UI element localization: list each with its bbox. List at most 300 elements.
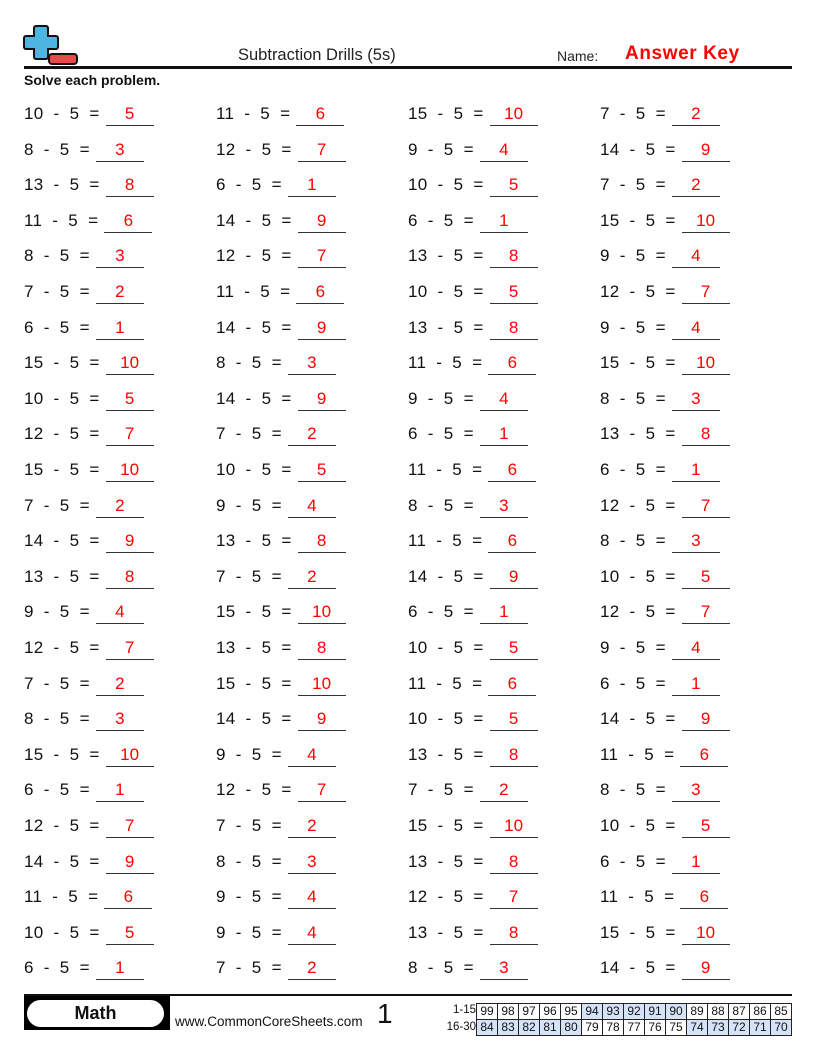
problem-item <box>600 488 730 524</box>
problem-equation: 15 - 5 = <box>600 922 676 942</box>
problem-item <box>408 523 536 559</box>
problem-item <box>600 132 730 168</box>
answer-blank[interactable] <box>682 808 730 838</box>
answer-blank[interactable] <box>672 772 720 802</box>
answer-blank[interactable] <box>106 844 154 874</box>
answer-value: 7 <box>700 495 711 515</box>
answer-blank[interactable] <box>682 950 730 980</box>
answer-blank[interactable] <box>490 167 538 197</box>
problem-item <box>408 96 538 132</box>
answer-blank[interactable] <box>480 950 528 980</box>
problem-row <box>0 808 816 844</box>
answer-value: 4 <box>307 495 317 515</box>
answer-value: 6 <box>699 887 710 907</box>
problem-row <box>0 167 816 203</box>
problem-item <box>408 915 538 951</box>
answer-blank[interactable] <box>488 523 536 553</box>
problem-equation: 14 - 5 = <box>216 317 292 337</box>
problem-row <box>0 630 816 666</box>
answer-value: 6 <box>699 744 710 764</box>
answer-value: 9 <box>124 531 135 551</box>
answer-blank[interactable] <box>488 345 536 375</box>
answer-value: 7 <box>124 816 135 835</box>
answer-value: 5 <box>124 388 135 408</box>
answer-value: 3 <box>691 388 701 408</box>
answer-blank[interactable] <box>488 452 536 482</box>
answer-value: 3 <box>691 531 701 551</box>
problem-row <box>0 737 816 773</box>
answer-blank[interactable] <box>298 594 346 624</box>
answer-blank[interactable] <box>490 274 538 304</box>
problem-item <box>408 559 538 595</box>
answer-blank[interactable] <box>672 381 720 411</box>
problem-equation: 8 - 5 = <box>216 851 282 871</box>
instructions: Solve each problem. <box>24 72 161 88</box>
problem-equation: 11 - 5 = <box>24 887 99 907</box>
answer-value: 3 <box>115 709 125 729</box>
problem-item <box>600 915 730 951</box>
problem-row <box>0 844 816 880</box>
answer-blank[interactable] <box>682 345 730 375</box>
answer-blank[interactable] <box>288 559 336 589</box>
problem-item <box>600 844 720 880</box>
problem-item <box>24 701 144 737</box>
problem-equation: 15 - 5 = <box>24 460 100 479</box>
answer-blank[interactable] <box>298 310 346 340</box>
answer-blank[interactable] <box>106 915 154 945</box>
answer-blank[interactable] <box>672 310 720 340</box>
answer-value: 9 <box>508 566 519 586</box>
answer-value: 9 <box>124 851 135 871</box>
problem-row <box>0 345 816 381</box>
answer-blank[interactable] <box>106 167 154 197</box>
problem-item <box>408 132 528 168</box>
problem-item <box>216 345 336 381</box>
answer-blank[interactable] <box>106 630 154 660</box>
answer-value: 1 <box>115 317 125 337</box>
answer-blank[interactable] <box>680 879 728 909</box>
problem-equation: 6 - 5 = <box>408 210 474 230</box>
problem-row <box>0 238 816 274</box>
answer-blank[interactable] <box>298 238 346 268</box>
answer-blank[interactable] <box>298 132 346 162</box>
answer-blank[interactable] <box>490 96 538 126</box>
answer-value: 2 <box>691 175 701 195</box>
answer-blank[interactable] <box>96 950 144 980</box>
problem-equation: 15 - 5 = <box>600 353 676 373</box>
problem-equation: 12 - 5 = <box>408 887 484 907</box>
problem-item <box>408 808 538 844</box>
answer-blank[interactable] <box>296 96 344 126</box>
problem-item <box>408 844 538 880</box>
answer-value: 10 <box>504 816 524 835</box>
problem-item <box>216 416 336 452</box>
answer-blank[interactable] <box>672 452 720 482</box>
answer-blank[interactable] <box>96 274 144 304</box>
answer-value: 4 <box>499 388 509 408</box>
problem-item <box>24 737 154 773</box>
answer-value: 3 <box>115 246 125 266</box>
answer-value: 6 <box>315 104 326 123</box>
problem-item <box>600 381 720 417</box>
problem-equation: 13 - 5 = <box>408 851 484 871</box>
answer-blank[interactable] <box>288 808 336 838</box>
subject-badge <box>24 996 170 1030</box>
answer-blank[interactable] <box>298 701 346 731</box>
problem-equation: 6 - 5 = <box>216 175 282 195</box>
answer-blank[interactable] <box>288 167 336 197</box>
answer-value: 7 <box>700 282 711 301</box>
answer-value: 9 <box>700 958 711 978</box>
answer-blank[interactable] <box>298 381 346 411</box>
answer-blank[interactable] <box>96 488 144 518</box>
problem-item <box>408 594 528 630</box>
problem-row <box>0 701 816 737</box>
answer-blank[interactable] <box>288 488 336 518</box>
answer-value: 10 <box>120 744 140 764</box>
problem-equation: 10 - 5 = <box>24 922 100 942</box>
answer-value: 3 <box>691 780 701 800</box>
answer-value: 4 <box>499 139 509 159</box>
footer <box>24 995 792 1034</box>
problem-item <box>216 594 346 630</box>
answer-blank[interactable] <box>682 915 730 945</box>
answer-blank[interactable] <box>288 915 336 945</box>
problem-equation: 10 - 5 = <box>24 104 100 123</box>
answer-value: 10 <box>312 673 332 693</box>
answer-blank[interactable] <box>288 844 336 874</box>
problem-item <box>216 666 346 702</box>
answer-value: 8 <box>124 175 135 195</box>
problem-item <box>24 879 152 915</box>
problem-row <box>0 416 816 452</box>
score-cell: 77 <box>624 1020 645 1036</box>
problem-row <box>0 381 816 417</box>
answer-blank[interactable] <box>490 701 538 731</box>
problem-equation: 12 - 5 = <box>600 602 676 622</box>
plus-minus-logo-icon <box>23 24 79 66</box>
problem-item <box>216 132 346 168</box>
problem-equation: 7 - 5 = <box>408 780 474 800</box>
answer-blank[interactable] <box>480 594 528 624</box>
answer-blank[interactable] <box>106 381 154 411</box>
answer-value: 4 <box>691 638 701 657</box>
answer-value: 5 <box>700 816 711 835</box>
problem-equation: 9 - 5 = <box>600 246 666 266</box>
problem-equation: 10 - 5 = <box>408 175 484 195</box>
problem-item <box>216 452 346 488</box>
problem-row <box>0 132 816 168</box>
problem-equation: 6 - 5 = <box>600 673 666 693</box>
subject-label: Math <box>27 1000 164 1027</box>
problem-item <box>600 950 730 986</box>
answer-blank[interactable] <box>106 345 154 375</box>
problem-row <box>0 950 816 986</box>
answer-blank[interactable] <box>490 879 538 909</box>
answer-blank[interactable] <box>490 559 538 589</box>
answer-blank[interactable] <box>106 737 154 767</box>
answer-blank[interactable] <box>480 416 528 446</box>
problem-equation: 13 - 5 = <box>600 424 676 444</box>
problem-equation: 11 - 5 = <box>216 104 291 123</box>
problem-item <box>408 310 538 346</box>
problem-equation: 7 - 5 = <box>216 566 282 586</box>
answer-blank[interactable] <box>288 950 336 980</box>
answer-blank[interactable] <box>672 630 720 660</box>
score-cell: 93 <box>603 1004 624 1020</box>
score-cell: 98 <box>498 1004 519 1020</box>
problem-item <box>216 844 336 880</box>
answer-blank[interactable] <box>298 452 346 482</box>
problem-item <box>216 879 336 915</box>
answer-value: 1 <box>115 780 125 800</box>
answer-value: 6 <box>123 887 134 907</box>
problem-equation: 7 - 5 = <box>24 495 90 515</box>
problem-equation: 10 - 5 = <box>408 638 484 657</box>
answer-value: 5 <box>508 709 519 729</box>
header-divider <box>24 66 792 69</box>
answer-blank[interactable] <box>298 772 346 802</box>
score-cell: 87 <box>729 1004 750 1020</box>
answer-blank[interactable] <box>106 559 154 589</box>
score-row <box>477 1004 792 1020</box>
answer-blank[interactable] <box>682 594 730 624</box>
answer-blank[interactable] <box>490 310 538 340</box>
problem-item <box>24 416 154 452</box>
problem-item <box>216 630 346 666</box>
answer-blank[interactable] <box>480 488 528 518</box>
answer-blank[interactable] <box>288 345 336 375</box>
problem-equation: 12 - 5 = <box>600 495 676 515</box>
answer-value: 7 <box>124 638 135 657</box>
answer-blank[interactable] <box>680 737 728 767</box>
answer-value: 8 <box>508 851 519 871</box>
problem-equation: 7 - 5 = <box>600 175 666 195</box>
answer-blank[interactable] <box>490 915 538 945</box>
score-cell: 82 <box>519 1020 540 1036</box>
answer-blank[interactable] <box>672 96 720 126</box>
problem-item <box>408 452 536 488</box>
problem-equation: 8 - 5 = <box>24 139 90 159</box>
score-cell: 84 <box>477 1020 498 1036</box>
answer-value: 1 <box>499 424 509 444</box>
problem-item <box>216 950 336 986</box>
page-number: 1 <box>377 998 393 1029</box>
problem-equation: 9 - 5 = <box>216 922 282 942</box>
score-cell: 99 <box>477 1004 498 1020</box>
worksheet-title: Subtraction Drills (5s) <box>238 46 396 64</box>
problem-item <box>24 96 154 132</box>
answer-blank[interactable] <box>682 559 730 589</box>
problem-item <box>216 523 346 559</box>
answer-blank[interactable] <box>488 666 536 696</box>
answer-value: 9 <box>700 139 711 159</box>
answer-value: 2 <box>307 958 317 978</box>
problem-item <box>408 701 538 737</box>
problem-equation: 14 - 5 = <box>216 210 292 230</box>
answer-blank[interactable] <box>682 203 730 233</box>
problem-row <box>0 488 816 524</box>
score-cell: 74 <box>687 1020 708 1036</box>
problem-item <box>24 488 144 524</box>
problem-item <box>600 879 728 915</box>
score-row-label: 16-30 <box>446 1021 476 1033</box>
score-cell: 80 <box>561 1020 582 1036</box>
answer-blank[interactable] <box>298 523 346 553</box>
answer-value: 2 <box>307 816 317 835</box>
problem-item <box>24 915 154 951</box>
score-cell: 90 <box>666 1004 687 1020</box>
problem-equation: 15 - 5 = <box>216 673 292 693</box>
score-row-labels <box>416 1002 476 1036</box>
problem-item <box>216 772 346 808</box>
answer-blank[interactable] <box>288 737 336 767</box>
answer-blank[interactable] <box>490 630 538 660</box>
answer-blank[interactable] <box>96 238 144 268</box>
answer-value: 2 <box>307 424 317 444</box>
answer-value: 10 <box>696 210 716 230</box>
problem-equation: 7 - 5 = <box>600 104 666 123</box>
answer-value: 6 <box>507 673 518 693</box>
answer-blank[interactable] <box>672 666 720 696</box>
answer-value: 4 <box>307 887 317 907</box>
score-cell: 81 <box>540 1020 561 1036</box>
answer-value: 6 <box>507 460 518 479</box>
problem-equation: 6 - 5 = <box>600 460 666 479</box>
answer-blank[interactable] <box>296 274 344 304</box>
problem-equation: 14 - 5 = <box>408 566 484 586</box>
answer-value: 9 <box>316 210 327 230</box>
problem-equation: 13 - 5 = <box>408 744 484 764</box>
answer-blank[interactable] <box>106 808 154 838</box>
answer-blank[interactable] <box>104 879 152 909</box>
answer-blank[interactable] <box>480 132 528 162</box>
answer-blank[interactable] <box>96 666 144 696</box>
problem-item <box>24 452 154 488</box>
answer-blank[interactable] <box>288 416 336 446</box>
answer-blank[interactable] <box>96 772 144 802</box>
answer-blank[interactable] <box>106 416 154 446</box>
score-table <box>476 1003 792 1036</box>
problem-item <box>216 737 336 773</box>
problem-equation: 6 - 5 = <box>24 958 90 978</box>
answer-blank[interactable] <box>682 132 730 162</box>
problem-equation: 7 - 5 = <box>216 424 282 444</box>
answer-blank[interactable] <box>288 879 336 909</box>
problem-equation: 8 - 5 = <box>24 709 90 729</box>
answer-value: 1 <box>691 851 701 871</box>
answer-blank[interactable] <box>480 772 528 802</box>
answer-value: 3 <box>307 851 317 871</box>
answer-blank[interactable] <box>106 452 154 482</box>
problem-item <box>216 167 336 203</box>
problem-row <box>0 310 816 346</box>
problem-equation: 11 - 5 = <box>24 210 99 230</box>
answer-blank[interactable] <box>106 96 154 126</box>
problem-equation: 10 - 5 = <box>408 282 484 301</box>
answer-blank[interactable] <box>682 416 730 446</box>
answer-blank[interactable] <box>490 844 538 874</box>
problem-equation: 13 - 5 = <box>24 175 100 195</box>
answer-value: 5 <box>508 638 519 657</box>
problem-equation: 15 - 5 = <box>408 104 484 123</box>
problem-equation: 10 - 5 = <box>24 388 100 408</box>
problem-item <box>408 345 536 381</box>
problem-item <box>24 523 154 559</box>
problem-item <box>24 345 154 381</box>
answer-blank[interactable] <box>298 666 346 696</box>
problem-item <box>216 203 346 239</box>
answer-value: 5 <box>316 460 327 479</box>
problem-equation: 12 - 5 = <box>216 246 292 266</box>
answer-value: 1 <box>499 602 509 622</box>
answer-blank[interactable] <box>682 488 730 518</box>
answer-blank[interactable] <box>96 132 144 162</box>
problem-item <box>600 772 720 808</box>
problem-item <box>24 772 144 808</box>
problem-equation: 10 - 5 = <box>408 709 484 729</box>
problem-equation: 8 - 5 = <box>24 246 90 266</box>
problem-item <box>600 345 730 381</box>
answer-blank[interactable] <box>96 310 144 340</box>
answer-blank[interactable] <box>490 238 538 268</box>
problem-equation: 6 - 5 = <box>408 424 474 444</box>
answer-blank[interactable] <box>672 167 720 197</box>
problem-row <box>0 879 816 915</box>
answer-value: 6 <box>507 353 518 373</box>
problem-equation: 11 - 5 = <box>408 460 483 479</box>
problem-equation: 13 - 5 = <box>408 922 484 942</box>
score-cell: 94 <box>582 1004 603 1020</box>
problem-equation: 13 - 5 = <box>408 246 484 266</box>
answer-blank[interactable] <box>490 737 538 767</box>
problem-row <box>0 452 816 488</box>
answer-value: 1 <box>307 175 317 195</box>
problem-equation: 13 - 5 = <box>408 317 484 337</box>
answer-blank[interactable] <box>480 381 528 411</box>
answer-blank[interactable] <box>490 808 538 838</box>
answer-value: 5 <box>508 175 519 195</box>
answer-value: 2 <box>115 282 125 301</box>
problem-item <box>408 274 538 310</box>
problem-item <box>600 737 728 773</box>
answer-value: 3 <box>115 139 125 159</box>
answer-blank[interactable] <box>672 238 720 268</box>
answer-blank[interactable] <box>96 701 144 731</box>
problem-row <box>0 274 816 310</box>
answer-value: 10 <box>312 602 332 622</box>
answer-blank[interactable] <box>104 203 152 233</box>
answer-blank[interactable] <box>480 203 528 233</box>
problem-row <box>0 666 816 702</box>
problem-equation: 15 - 5 = <box>216 602 292 622</box>
problem-item <box>600 416 730 452</box>
score-row <box>477 1020 792 1036</box>
answer-blank[interactable] <box>682 274 730 304</box>
problem-equation: 12 - 5 = <box>24 816 100 835</box>
answer-blank[interactable] <box>682 701 730 731</box>
answer-blank[interactable] <box>298 203 346 233</box>
answer-blank[interactable] <box>106 523 154 553</box>
answer-blank[interactable] <box>96 594 144 624</box>
answer-value: 9 <box>316 388 327 408</box>
answer-value: 10 <box>696 353 716 373</box>
answer-blank[interactable] <box>672 844 720 874</box>
answer-blank[interactable] <box>298 630 346 660</box>
answer-blank[interactable] <box>672 523 720 553</box>
answer-value: 8 <box>508 922 519 942</box>
answer-value: 7 <box>124 424 135 444</box>
